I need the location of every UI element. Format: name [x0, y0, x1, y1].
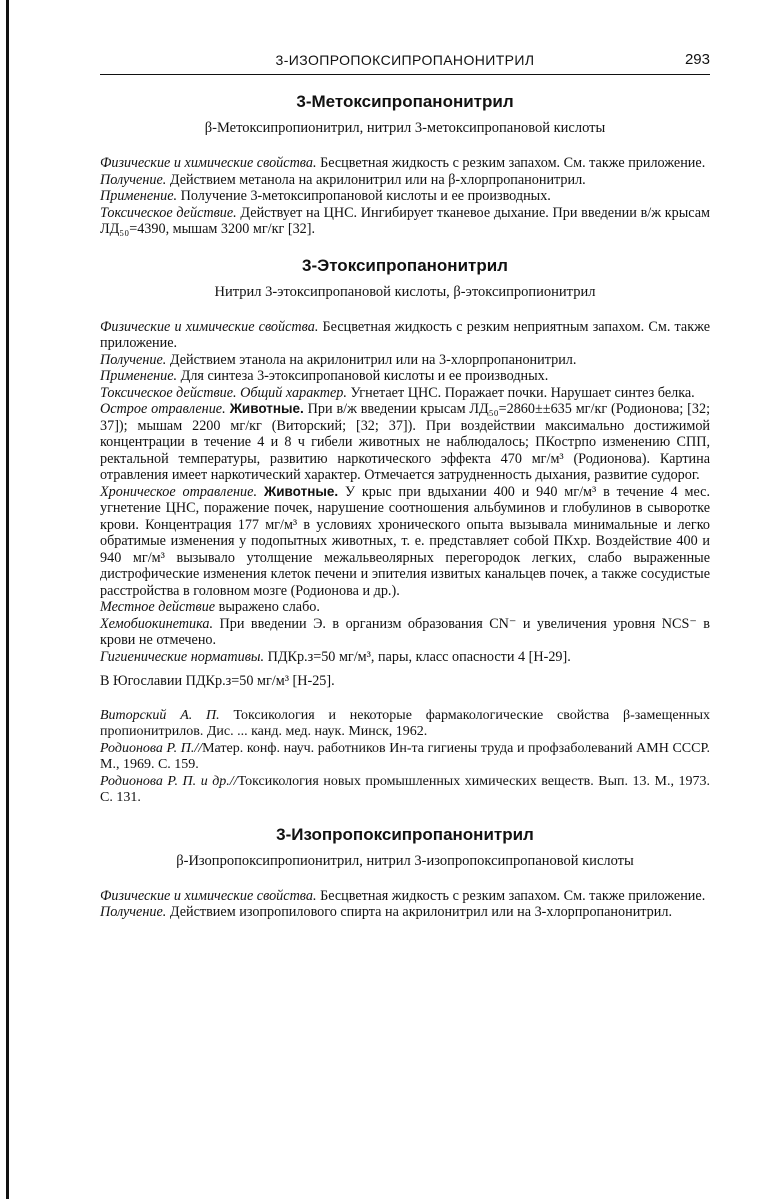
- text: Действием изопропилового спирта на акрилонитрил или на 3-хлорпропанонитрил.: [166, 904, 672, 920]
- section-title: 3-Этоксипропанонитрил: [302, 255, 508, 275]
- text: выражено слабо.: [215, 599, 320, 615]
- paragraph-hygienic-norms: [100, 649, 710, 666]
- label: Физические и химические свойства.: [100, 155, 317, 171]
- label: Применение.: [100, 188, 178, 204]
- label: Хроническое отравление.: [100, 483, 257, 500]
- text: Действует на ЦНС. Ингибирует тканевое дыхание. При введении в/ж крысам ЛД₅₀=4390, мышам 3200 мг/кг [32].: [100, 204, 710, 237]
- label: Получение.: [100, 351, 167, 368]
- page-header: [100, 52, 710, 75]
- text: При в/ж введении крысам ЛД₅₀=2860±±635 мг/кг (Родионова; [32; 37]); мышам 2200 мг/кг (Виторский; [32; 37]). При воздействии максимально достижимой концентрации в течение 4 и 8 ч гибели животных не наблюдалось; ПКострпо изменению СПП, ректальной температуры, развитию наркотического эффекта 470 мг/м³ (Родионова). Картина отравления имеет наркотический характер. Отмечается затрудненность дыхания, развитие судорог.: [100, 401, 711, 483]
- page-number: 293: [684, 51, 710, 68]
- paragraph-properties: [100, 888, 710, 905]
- label: Получение.: [100, 904, 167, 920]
- paragraph-local-action: [100, 599, 710, 616]
- text: Для синтеза 3-этоксипропановой кислоты и ее производных.: [177, 368, 549, 384]
- label: Острое отравление.: [100, 401, 226, 417]
- reference-text: Токсикология новых промышленных химических веществ. Вып. 13. М., 1973. С. 131.: [100, 773, 710, 805]
- text: Действием этанола на акрилонитрил или на 3-хлорпропанонитрил.: [166, 351, 577, 368]
- label: Токсическое действие.: [100, 204, 237, 221]
- paragraph-preparation: [100, 904, 710, 921]
- paragraph-chronic-poisoning: [100, 484, 710, 600]
- book-spine-edge: [6, 0, 9, 1199]
- reference-author: Виторский А. П.: [100, 707, 220, 723]
- reference-author: Родионова Р. П.//: [100, 740, 203, 756]
- text: Бесцветная жидкость с резким запахом. См. также приложение.: [316, 887, 706, 904]
- paragraph-application: [100, 188, 710, 205]
- section-subtitle: β-Изопропоксипропионитрил, нитрил 3-изопропоксипропановой кислоты: [176, 852, 634, 869]
- text: Угнетает ЦНС. Поражает почки. Нарушает синтез белка.: [346, 384, 695, 401]
- section-methoxy: [100, 92, 710, 238]
- label: Применение.: [100, 368, 178, 384]
- paragraph-application: [100, 368, 710, 385]
- text: ПДКр.з=50 мг/м³, пары, класс опасности 4 [Н-29].: [264, 648, 571, 665]
- subject-label: Животные.: [225, 401, 304, 416]
- page-body: [100, 92, 710, 921]
- paragraph-toxic-action: [100, 385, 710, 402]
- reference-text: Токсикология и некоторые фармакологические свойства β-замещенных пропионитрилов. Дис. ... канд. мед. наук. Минск, 1962.: [100, 707, 710, 739]
- paragraph-chemobiokinetics: [100, 616, 710, 649]
- reference-author: Родионова Р. П. и др.//: [100, 773, 238, 789]
- label: Хемобиокинетика.: [100, 615, 214, 632]
- paragraph-preparation: [100, 172, 710, 189]
- running-title: 3-ИЗОПРОПОКСИПРОПАНОНИТРИЛ: [275, 52, 535, 68]
- paragraph-properties: [100, 155, 710, 172]
- section-subtitle: Нитрил 3-этоксипропановой кислоты, β-этоксипропионитрил: [214, 283, 596, 300]
- section-isopropoxy: [100, 825, 710, 921]
- text: Бесцветная жидкость с резким неприятным запахом. См. также приложение.: [100, 318, 711, 351]
- text: Бесцветная жидкость с резким запахом. См. также приложение.: [316, 155, 706, 171]
- subject-label: Животные.: [257, 483, 339, 499]
- reference-item: [100, 708, 710, 741]
- label: Токсическое действие. Общий характер.: [100, 384, 347, 401]
- text: Действием метанола на акрилонитрил или на β-хлорпропанонитрил.: [166, 171, 586, 188]
- label: Местное действие: [100, 599, 216, 615]
- paragraph-acute-poisoning: [100, 401, 710, 484]
- label: Гигиенические нормативы.: [100, 648, 265, 665]
- paragraph-toxic-action: [100, 205, 710, 238]
- text: Получение 3-метоксипропановой кислоты и ее производных.: [177, 188, 551, 204]
- section-ethoxy: [100, 256, 710, 807]
- paragraph-yugoslavia: В Югославии ПДКр.з=50 мг/м³ [Н-25].: [100, 673, 335, 689]
- reference-text: Матер. конф. науч. работников Ин-та гигиены труда и профзаболеваний АМН СССР. М., 1969. С. 159.: [100, 740, 710, 772]
- references: [100, 708, 710, 807]
- label: Физические и химические свойства.: [100, 318, 319, 335]
- text: При введении Э. в организм образования CN⁻ и увеличения уровня NCS⁻ в крови не отмечено.: [100, 615, 710, 648]
- reference-item: [100, 774, 710, 807]
- label: Физические и химические свойства.: [100, 887, 317, 904]
- text: У крыс при вдыхании 400 и 940 мг/м³ в течение 4 мес. угнетение ЦНС, поражение почек, нарушение соотношения альбуминов и глобулинов в сыворотке крови. Концентрация 177 мг/м³ в условиях хронического опыта вызывала минимальные и легко обратимые изменения у подопытных животных, т. е. представляет собой ПКхр. Воздействие 400 и 940 мг/м³ вызывало утолщение межальвеолярных перегородок легких, слабо выраженные дистрофические изменения клеток печени и эпителия извитых канальцев почек, а также сосудистые расстройства в головном мозге (Родионова и др.).: [100, 483, 710, 599]
- label: Получение.: [100, 171, 167, 188]
- section-subtitle: β-Метоксипропионитрил, нитрил 3-метоксипропановой кислоты: [204, 120, 606, 136]
- section-title: 3-Изопропоксипропанонитрил: [276, 824, 534, 844]
- paragraph-preparation: [100, 352, 710, 369]
- paragraph-properties: [100, 319, 710, 352]
- section-title: 3-Метоксипропанонитрил: [296, 92, 514, 111]
- reference-item: [100, 741, 710, 774]
